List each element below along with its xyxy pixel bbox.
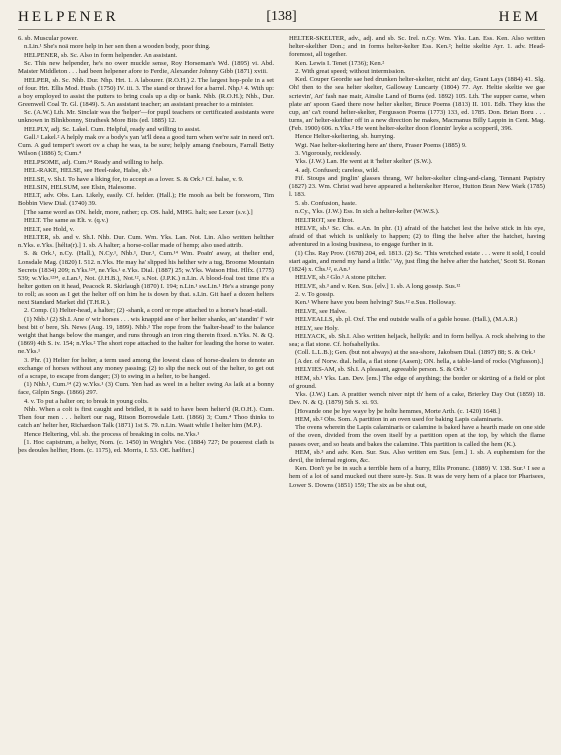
entry-paragraph: n.Lin.¹ She's noä more help in her sen then a wooden body, poor thing. bbox=[24, 43, 211, 51]
entry-paragraph: HEL-RAKE, HELSE, see Heel-rake, Halse, sb.¹ bbox=[24, 167, 152, 175]
entry-paragraph: HELYACK, sb. Sh.I. Also written heljack, hellyik: and in form hellya. A rock shelving to the sea; a flat stone. Cf. hofsahellyiks. bbox=[289, 332, 545, 348]
entry-paragraph: HELYIES-AM, sb. Sh.I. A pleasant, agreeable person. S. & Ork.¹ bbox=[295, 366, 468, 374]
entry-paragraph: 4. adj. Confused; careless, wild. bbox=[295, 166, 380, 174]
entry-paragraph: Sc. (A.W.) Lth. Mr. Sinclair was the 'helper'—for pupil teachers or certificated assistants were unknown in Blinkbonny, Strathesk More Bits (ed. 1885) 12. bbox=[18, 109, 274, 125]
entry-paragraph: HELTER, sb. and v. Sh.I. Nhb. Dur. Cum. Wm. Yks. Lan. Not. Lin. Also written heltther n.Yks. e.Yks. [héltə(r).] 1. sb. A halter; a horse-collar made of hemp; also used attrib. bbox=[18, 234, 274, 250]
entry-paragraph: HELPLY, adj. Sc. Lakel. Cum. Helpful, ready and willing to assist. bbox=[24, 125, 201, 133]
entry-paragraph: HELT, adv. Obs. Lan. Likely, easily. Cf. helder. (Hall.); He mooh aa belt be forsworn, Tim Bobbin View Dial. (1740) 39. bbox=[18, 192, 274, 208]
entry-paragraph: Ken.¹ Where have you been helving? Sus.¹² e.Sus. Holloway. bbox=[295, 299, 456, 307]
entry-paragraph: HELT, see Hold, v. bbox=[24, 225, 75, 233]
entry-paragraph: HELPER, sb. Sc. Nhb. Dur. Nhp. Hrt. 1. A labourer. (R.O.H.) 2. The largest hop-pole in a set of four. Hrt. Ellis Mod. Husb. (1750) IV. iii. 3. The stand or thrawl for a barrel. Nhp.¹ 4. With up: a boy employed to assist the putters to bring coals up a dip or bank. Nhb. (R.O.H.); Nhb., Dur. Greenwell Coal Tr. Gl. (1849). 5. An assistant teacher; an assistant preacher to a minister. bbox=[18, 76, 274, 108]
entry-paragraph: (1) Chs. Ray Prov. (1678) 204, ed. 1813. (2) Sc. 'This wretched estate . . . were it sold, I could start again, and mend my hand a little.' 'Ay, just fling the helve after the hatchet,' Scott St. Ronan (1824) x. Chs.¹², e.An.¹ bbox=[289, 249, 545, 273]
entry-paragraph: Hence Heltering, vbl. sb. the process of breaking in colts. ne.Yks.¹ bbox=[24, 430, 200, 438]
entry-paragraph: (Coll. L.L.B.); Gen. (but not always) at the sea-shore, Jakobsen Dial. (1897) 88; S. & Ork.¹ bbox=[295, 349, 536, 357]
header-left-headword: HELPENER bbox=[18, 9, 119, 25]
entry-paragraph: [Hovande one þe hye waye by þe holte hemmes, Morte Arth. (c. 1420) 1648.] bbox=[295, 407, 500, 415]
entry-paragraph: HEM, sb.² Obs. Som. A partition in an oven used for baking Lapis calaminaris. bbox=[295, 415, 504, 423]
entry-paragraph: Fif. Stoups and jinglin' glasses thrang, Wi' helter-skelter cling-and-clang, Tennant Papistry (1827) 23. Wm. Christ wad heve appeared a helterskelter Heroe, Hutton Bran New Wark (1785) l. 183. bbox=[289, 175, 545, 199]
entry-paragraph: 6. sb. Muscular power. bbox=[18, 35, 79, 42]
entry-paragraph: HELY, see Holy. bbox=[295, 324, 339, 332]
entry-paragraph: HELPSOME, adj. Cum.¹⁴ Ready and willing to help. bbox=[24, 158, 164, 166]
entry-paragraph: 4. v. To put a halter on; to break in young colts. bbox=[24, 397, 149, 405]
entry-paragraph: Ked. Couper Geordie sae hed drunken helter-skelter, nicht an' day, Grant Lays (1884) 41. Slg. Oh! then to the sea helter skelter, Galloway Luncarty (1804) 77. Ayr. Heltie skeltie we gae scrievin', An' fash nae mair, Ainslie Land of Burns (ed. 1892) 105. Lth. The supper came, when plate an' spoon Gaed there now helter skelter, Bruce Poems (1813) II. 101. Edb. They kiss the cup, an' ca't round helter-skelter, Fergusson Poems (1773) 133, ed. 1785. Don. Brian Boru . . . turns, an' helter-skelther off in a new direction he makes, Macmanus Billy Lappin in Cent. Mag. (Feb. 1900) 606. n.Yks.² He went helter-skelter doon t'lonnin' leyke a scopperil, 396. bbox=[289, 76, 545, 132]
entry-paragraph: HELPENER, sb. Sc. Also in form helpender. An assistant. bbox=[24, 51, 178, 59]
entry-paragraph: Sc. This new helpender, he's no ower muckle sense, Roy Horseman's Wd. (1895) vi. Abd. Maister Middleton . . . had been helpener afore to Ferdie, Alexander Johnny Gibb (1871) xviii. bbox=[18, 60, 274, 76]
entry-paragraph: HELTER-SKELTER, adv., adj. and sb. Sc. Irel. n.Cy. Wm. Yks. Lan. Ess. Ken. Also written helter-skelther Don.; and in forms helter-kelter Ess. Ken.²; heltie skeltie Ayr. 1. adv. Head-foremost, all together. bbox=[289, 35, 545, 59]
entry-paragraph: HELVE, sb.³ and v. Ken. Sus. [elv.] 1. sb. A long gossip. Sus.¹² bbox=[295, 282, 461, 290]
entry-paragraph: [The same word as ON. heldr, more, rather; cp. OS. hald, MHG. halt; see Lexer (s.v.).] bbox=[24, 208, 253, 216]
entry-paragraph: Hence Helter-skeltering, sb. hurrying. bbox=[295, 133, 395, 141]
entry-paragraph: 2. Comp. (1) Helter-head, a halter; (2) -shank, a cord or rope attached to a horse's head-stall. bbox=[24, 307, 268, 315]
entry-paragraph: Ken. Don't ye be in such a terrible hem of a hurry, Ellis Pronunc. (1889) V. 138. Sur.¹ I see a hem of a lot of sand mucked out there sure-ly. Sus. It was de very hem of a place tor Pharisees, Lower S. Downs (1851) 159; The six as be shut out, bbox=[289, 465, 545, 489]
entry-paragraph: HELVE, sb.² Glo.¹ A stone pitcher. bbox=[295, 274, 387, 282]
entry-paragraph: HEM, sb.³ and adv. Ken. Sur. Sus. Also written em Sus. [em.] 1. sb. A euphemism for the devil, the infernal regions, &c. bbox=[289, 448, 545, 464]
right-column bbox=[289, 35, 545, 751]
entry-paragraph: HELT. The same as Elt. v. (q.v.) bbox=[24, 217, 109, 225]
entry-paragraph: S. & Ork.¹, n.Cy. (Hall.), N.Cy.¹, Nhb.¹, Dur.¹, Cum.¹⁴ Wm. Poaïn' away, at thelter end, Lonsdale Mag. (1820) I. 512. n.Yks. He may ha' slipped his helther wiv a tug, Broome Mountain Secrets (1834) 209; n.Yks.¹²⁴, ne.Yks.¹ e.Yks. Dial. (1887) 25; w.Yks. Watson Hist. Hlfx. (1775) 539; w.Yks.¹²³⁴, e.Lan.¹, Not. (J.H.B.), Not.¹², s.Not. (J.P.K.) n.Lin. A blood-foal tost time it's a helter gotten on it head, Peacock R. Skirlaugh (1870) I. 194; n.Lin.¹ sw.Lin.¹ He's a strange pony to roll; as soon as I get the helter off on him he is down by that. s.Lin. Git haef a dozen helters next Standard Market did (T.H.R.). bbox=[18, 250, 274, 307]
entry-paragraph: Nhb. When a colt is first caught and bridled, it is said to have been helter'd (R.O.H.). Cum. Then four men . . . heltert our nag, Ritson Borrowdale Lett. (1866) 3; Cum.⁴ Thoo thinks to catch an' helter her, Richardson Talk (1871) 1st S. 79. n.Lin. Waait while I helter him (M.P.). bbox=[18, 406, 274, 430]
entry-paragraph: Wgt. Nae helter-skeltering here an' there, Fraser Poems (1885) 9. bbox=[295, 141, 467, 149]
entry-paragraph: HELSIN, HELSUM, see Elsin, Halesome. bbox=[24, 183, 137, 191]
running-header bbox=[18, 7, 545, 30]
entry-paragraph: [A der. of Norw. dial. hella, a flat stone (Aasen); ON. hella, a table-land of rocks (Vigfusson).] bbox=[295, 357, 544, 365]
entry-paragraph: n.Cy., Yks. (J.W.) Ess. In sich a helter-kelter (W.W.S.). bbox=[295, 208, 440, 216]
entry-paragraph: The ovens wherein the Lapis calaminaris or calamine is baked have a hearth made on one side of the oven, divided from the oven itself by a partition open at the top, by which the flame passes over, and so heats and bakes the calamine. This partition is called the hem (K.). bbox=[289, 424, 545, 448]
entry-paragraph: 3. Vigorously, recklessly. bbox=[295, 150, 362, 158]
entry-paragraph: 3. Phr. (1) Helter for helter, a term used among the lowest class of horse-dealers to denote an exchange of horses without any money passing; (2) to slip the neck out of the helter, to get out of a scrape, to escape from danger; (3) to swing in a helter, to be hanged. bbox=[18, 356, 274, 380]
entry-paragraph: [1. Hoc capistrum, a heltyr, Nom. (c. 1450) in Wright's Voc. (1884) 727; Þe pouerest clath is þes deoules helfter, Hom. (c. 1175), ed. Morris, I. 53. OE. hælfter.] bbox=[18, 439, 274, 455]
entry-paragraph: 5. sb. Confusion, haste. bbox=[295, 199, 357, 207]
entry-paragraph: HELVE, sb.¹ Sc. Chs. e.An. In phr. (1) afraid of the hatchet lest the helve stick in his eye, afraid of that which is unlikely to happen; (2) to fling the helve after the hatchet, having adventured in a losing business, to engage further in it. bbox=[289, 225, 545, 249]
entry-paragraph: HELSE, v. Sh.I. To have a liking for, to accept as a lover. S. & Ork.¹ Cf. halse, v. 9. bbox=[24, 175, 244, 183]
entry-paragraph: HEM, sb.¹ Yks. Lan. Dev. [em.] The edge of anything; the border or skirting of a field or plot of ground. bbox=[289, 374, 545, 390]
entry-paragraph: Yks. (J.W.) Lan. A prattier wench niver nipt th' hem of a cake, Brierley Day Out (1859) 18. Dev. N. & Q. (1879) 5th S. xi. 93. bbox=[289, 391, 545, 407]
entry-paragraph: HELTROT, see Eltrot. bbox=[295, 216, 354, 224]
entry-paragraph: (1) Nhb.¹ (2) Sh.I. Ane o' wir horses . . . wis knappid ane o' her helter shanks, an' standin' f' wir best bit o' bere, Sh. News (Aug. 19, 1899). Nhb.¹ The rope from the 'halter-head' to the balance weight that hangs below the manger, and runs through an iron ring therein fixed. n.Yks. N. & Q. (1869) 4th S. iv. 154; n.Yks.² The short rope attached to the halter for leading the horse to water. ne.Yks.¹ bbox=[18, 315, 274, 356]
entry-paragraph: HELVE, see Halve. bbox=[295, 307, 347, 315]
header-right-headword: HEM bbox=[498, 9, 541, 25]
entry-paragraph: (1) Nhb.¹, Cum.¹⁴ (2) w.Yks.¹ (3) Cum. Yen had as weel in a helter swing As laik at a bonny face, Gilpin Sngs. (1866) 297. bbox=[18, 381, 274, 397]
left-column bbox=[18, 35, 274, 751]
entry-paragraph: 2. v. To gossip. bbox=[295, 290, 335, 298]
entry-paragraph: Ken. Lewis I. Tenet (1736); Ken.² bbox=[295, 59, 385, 67]
entry-paragraph: 2. With great speed; without intermission. bbox=[295, 67, 406, 75]
entry-paragraph: Gall.¹ Lakel.² A helply mak ov a body's yan 'at'll deea a good turn when we're sair in need on't. Cum. A gud temper't swort ov a chap he was, ta be sure; helply amang t'nebours, Farrall Betty Wilson (1886) 5; Cum.⁴ bbox=[18, 134, 274, 158]
entry-paragraph: Yks. (J.W.) Lan. He went at it 'helter skelter' (S.W.). bbox=[295, 158, 433, 166]
page-number: [138] bbox=[266, 9, 297, 24]
entry-paragraph: HELVEALLS, sb. pl. Oxf. The end outside walls of a gable house. (Hall.), (M.A.R.) bbox=[295, 316, 518, 324]
